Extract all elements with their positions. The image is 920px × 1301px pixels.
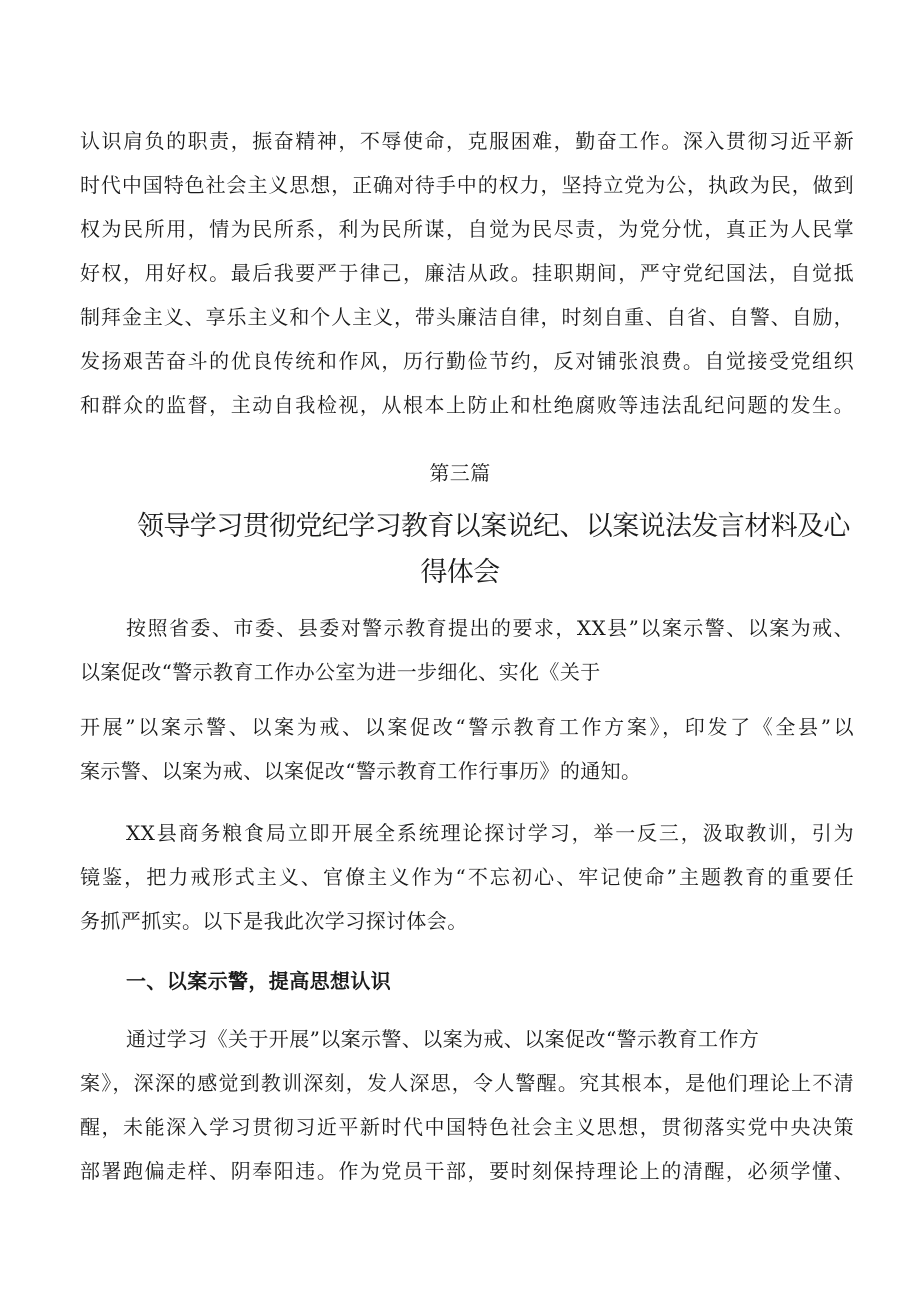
body-line: 通过学习《关于开展”以案示警、以案为戒、以案促改“警示教育工作方: [126, 1027, 760, 1051]
body-line: 认识肩负的职责，振奋精神，不辱使命，克服困难，勤奋工作。深入贯彻习近平新: [80, 129, 854, 153]
body-line: 权为民所用，情为民所系，利为民所谋，自觉为民尽责，为党分忧，真正为人民掌: [80, 217, 854, 241]
body-line: 镜鉴，把力戒形式主义、官僚主义作为“不忘初心、牢记使命”主题教育的重要任: [80, 865, 854, 889]
body-line: 和群众的监督，主动自我检视，从根本上防止和杜绝腐败等违法乱纪问题的发生。: [80, 393, 854, 417]
body-line: 开展”以案示警、以案为戒、以案促改“警示教育工作方案》，印发了《全县”以: [80, 715, 854, 739]
section-heading: 一、以案示警，提高思想认识: [126, 969, 392, 993]
body-line: 制拜金主义、享乐主义和个人主义，带头廉洁自律，时刻自重、自省、自警、自励，: [80, 305, 854, 329]
body-line: 案》，深深的感觉到教训深刻，发人深思，令人警醒。究其根本，是他们理论上不清: [80, 1071, 854, 1095]
body-line: 按照省委、市委、县委对警示教育提出的要求，XX县”以案示警、以案为戒、: [126, 616, 854, 640]
body-line: 部署跑偏走样、阴奉阳违。作为党员干部，要时刻保持理论上的清醒，必须学懂、: [80, 1159, 854, 1183]
body-line: 时代中国特色社会主义思想，正确对待手中的权力，坚持立党为公，执政为民，做到: [80, 173, 854, 197]
body-line: 发扬艰苦奋斗的优良传统和作风，历行勤俭节约，反对铺张浪费。自觉接受党组织: [80, 349, 854, 373]
document-title-continued: 得体会: [420, 557, 500, 588]
section-label: 第三篇: [429, 461, 491, 485]
body-line: XX县商务粮食局立即开展全系统理论探讨学习，举一反三，汲取教训，引为: [126, 821, 854, 845]
document-title: 领导学习贯彻党纪学习教育以案说纪、以案说法发言材料及心: [137, 511, 850, 542]
body-line: 案示警、以案为戒、以案促改“警示教育工作行事历》的通知。: [80, 759, 642, 783]
body-line: 以案促改“警示教育工作办公室为进一步细化、实化《关于: [80, 660, 601, 684]
body-line: 务抓严抓实。以下是我此次学习探讨体会。: [80, 909, 468, 933]
body-line: 醒，未能深入学习贯彻习近平新时代中国特色社会主义思想，贯彻落实党中央决策: [80, 1115, 854, 1139]
body-line: 好权，用好权。最后我要严于律己，廉洁从政。挂职期间，严守党纪国法，自觉抵: [80, 261, 854, 285]
